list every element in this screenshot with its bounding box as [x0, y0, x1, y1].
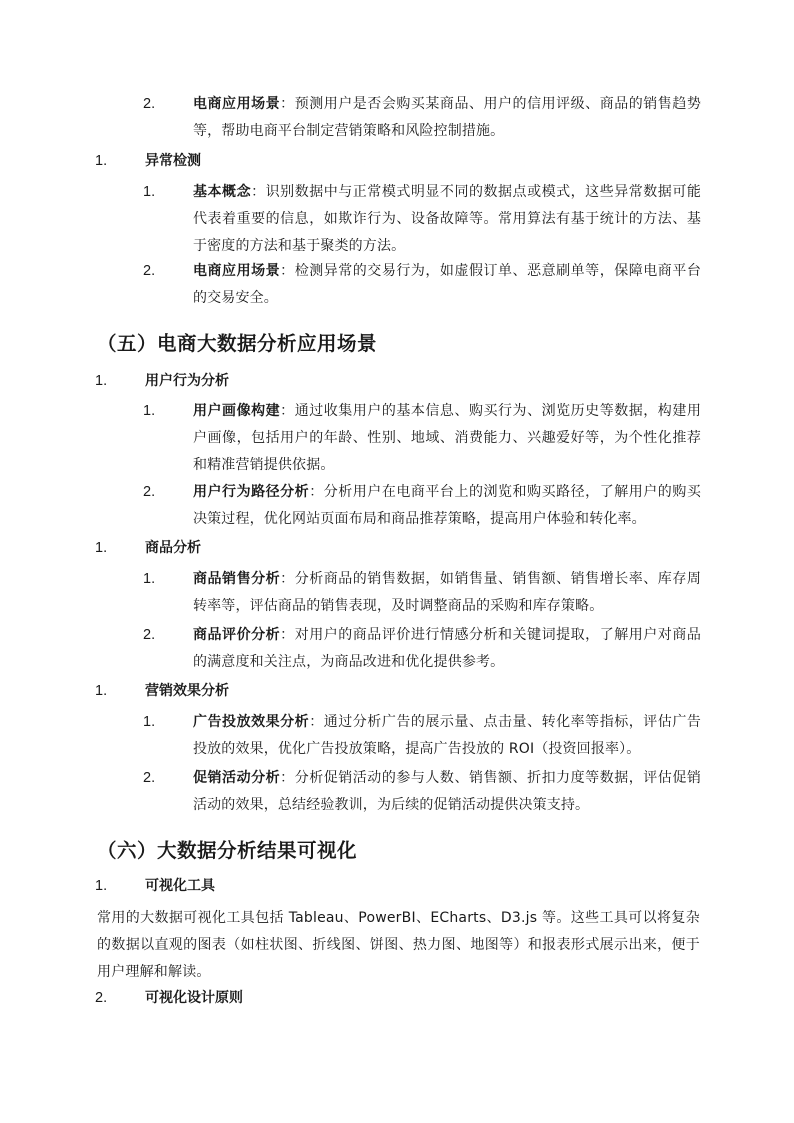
item-text: 通过分析广告的展示量、点击量、转化率等指标，评估广告投放的效果，优化广告投放策略，提高广告投放的 ROI（投资回报率）。	[193, 714, 701, 757]
list-item-body	[193, 258, 701, 312]
item-term: 用户行为路径分析	[193, 484, 310, 500]
list-item-body	[193, 479, 701, 533]
list-number: 2.	[143, 96, 156, 112]
list-item-body	[193, 398, 701, 479]
item-separator: ：	[280, 403, 295, 419]
list-heading-text: 商品分析	[145, 540, 201, 556]
list-heading-text: 用户行为分析	[145, 373, 229, 389]
list-number: 1.	[95, 878, 108, 894]
item-term: 广告投放效果分析	[193, 714, 310, 730]
item-term: 电商应用场景	[193, 96, 281, 112]
item-text: 分析促销活动的参与人数、销售额、折扣力度等数据，评估促销活动的效果，总结经验教训，为后续的促销活动提供决策支持。	[193, 770, 701, 813]
list-number: 1.	[143, 714, 156, 730]
item-term: 用户画像构建	[193, 403, 281, 419]
item-separator: ：	[309, 484, 324, 500]
list-item-body	[193, 709, 701, 763]
item-separator: ：	[280, 770, 295, 786]
list-heading-text: 可视化工具	[145, 878, 215, 894]
list-number: 2.	[143, 263, 156, 279]
item-text: 分析用户在电商平台上的浏览和购买路径，了解用户的购买决策过程，优化网站页面布局和商品推荐策略，提高用户体验和转化率。	[193, 484, 701, 527]
item-term: 商品销售分析	[193, 571, 281, 587]
item-separator: ：	[280, 571, 295, 587]
list-item-body	[193, 622, 701, 676]
list-heading-text: 可视化设计原则	[145, 990, 243, 1006]
list-number: 2.	[143, 627, 156, 643]
item-term: 促销活动分析	[193, 770, 281, 786]
list-number: 2.	[95, 990, 108, 1006]
list-item-body	[193, 765, 701, 819]
list-item-body	[193, 566, 701, 620]
item-text: 预测用户是否会购买某商品、用户的信用评级、商品的销售趋势等，帮助电商平台制定营销策略和风险控制措施。	[193, 96, 701, 139]
item-text: 通过收集用户的基本信息、购买行为、浏览历史等数据，构建用户画像，包括用户的年龄、性别、地域、消费能力、兴趣爱好等，为个性化推荐和精准营销提供依据。	[193, 403, 701, 473]
item-separator: ：	[309, 714, 324, 730]
list-number: 1.	[95, 373, 108, 389]
list-number: 2.	[143, 770, 156, 786]
list-number: 2.	[143, 484, 156, 500]
list-item-body	[193, 91, 701, 145]
item-separator: ：	[280, 96, 295, 112]
item-separator: ：	[251, 184, 266, 200]
list-heading-text: 营销效果分析	[145, 683, 229, 699]
section-heading: （五）电商大数据分析应用场景	[97, 332, 378, 355]
list-number: 1.	[95, 683, 108, 699]
list-number: 1.	[95, 540, 108, 556]
item-term: 基本概念	[193, 184, 252, 200]
list-number: 1.	[143, 403, 156, 419]
section-heading: （六）大数据分析结果可视化	[97, 839, 358, 862]
item-text: 识别数据中与正常模式明显不同的数据点或模式，这些异常数据可能代表着重要的信息，如欺诈行为、设备故障等。常用算法有基于统计的方法、基于密度的方法和基于聚类的方法。	[193, 184, 702, 254]
item-text: 对用户的商品评价进行情感分析和关键词提取，了解用户对商品的满意度和关注点，为商品改进和优化提供参考。	[193, 627, 701, 670]
list-item-body	[193, 179, 701, 260]
list-number: 1.	[143, 184, 156, 200]
body-paragraph: 常用的大数据可视化工具包括 Tableau、PowerBI、ECharts、D3.js 等。这些工具可以将复杂的数据以直观的图表（如柱状图、折线图、饼图、热力图、地图等）和报表形式展示出来，便于用户理解和解读。	[97, 910, 700, 980]
item-separator: ：	[280, 263, 295, 279]
list-number: 1.	[95, 153, 108, 169]
list-number: 1.	[143, 571, 156, 587]
item-text: 分析商品的销售数据，如销售量、销售额、销售增长率、库存周转率等，评估商品的销售表现，及时调整商品的采购和库存策略。	[193, 571, 701, 614]
item-term: 商品评价分析	[193, 627, 281, 643]
item-text: 检测异常的交易行为，如虚假订单、恶意刷单等，保障电商平台的交易安全。	[193, 263, 701, 306]
item-separator: ：	[280, 627, 295, 643]
item-term: 电商应用场景	[193, 263, 281, 279]
list-heading-text: 异常检测	[145, 153, 201, 169]
